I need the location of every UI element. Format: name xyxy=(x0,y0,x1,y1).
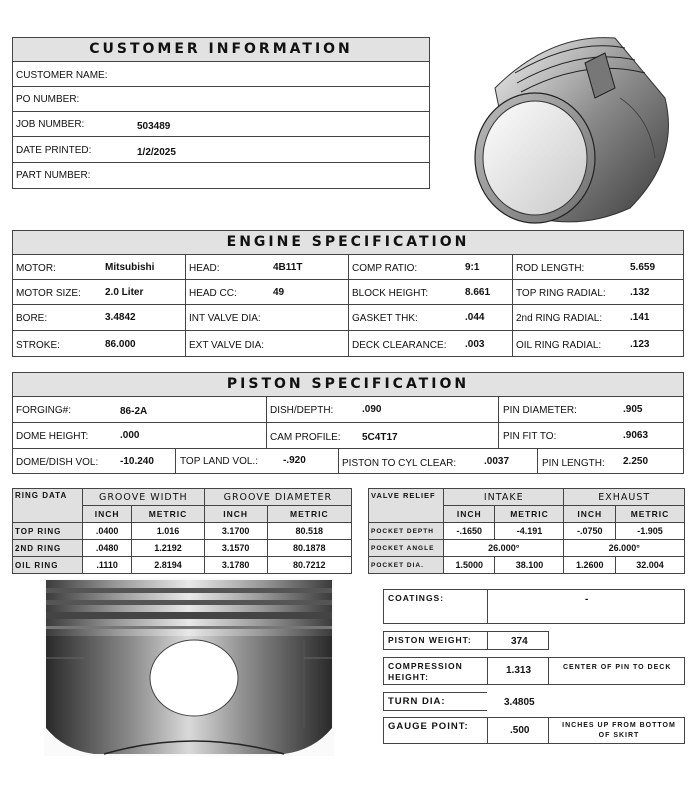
gw-metric-header: METRIC xyxy=(132,506,204,523)
pocket-angle-label: POCKET ANGLE xyxy=(369,540,444,557)
pin-fit-value: .9063 xyxy=(623,430,649,441)
pin-diameter-value: .905 xyxy=(623,404,643,415)
turn-dia-value: 3.4805 xyxy=(504,697,535,708)
engine-spec-label: OIL RING RADIAL: xyxy=(516,340,602,351)
piston-to-cyl-value: .0037 xyxy=(484,456,510,467)
pdia-int-in: 1.5000 xyxy=(444,557,495,574)
pdia-int-mm: 38.100 xyxy=(495,557,564,574)
engine-spec-label: GASKET THK: xyxy=(352,313,418,324)
ring-value: 80.7212 xyxy=(267,557,351,574)
compression-height-value-box xyxy=(487,657,549,685)
piston-weight-label: PISTON WEIGHT: xyxy=(383,631,488,650)
dome-height-value: .000 xyxy=(120,430,140,441)
ring-name: OIL RING xyxy=(13,557,83,574)
pdia-ex-in: 1.2600 xyxy=(564,557,615,574)
engine-spec-value: 9:1 xyxy=(465,262,480,273)
intake-header: INTAKE xyxy=(444,489,564,506)
pd-ex-in: -.0750 xyxy=(564,523,615,540)
part-number-label: PART NUMBER: xyxy=(16,170,91,181)
ring-value: 1.016 xyxy=(132,523,204,540)
engine-spec-value: 49 xyxy=(273,287,285,298)
compression-height-note: CENTER OF PIN TO DECK xyxy=(563,664,672,671)
pd-int-in: -.1650 xyxy=(444,523,495,540)
date-printed-label: DATE PRINTED: xyxy=(16,145,92,156)
engine-spec-label: DECK CLEARANCE: xyxy=(352,340,447,351)
valve-relief-corner: VALVE RELIEF xyxy=(369,489,444,523)
ring-value: 3.1570 xyxy=(204,540,267,557)
engine-spec-label: STROKE: xyxy=(16,340,60,351)
gauge-point-value-box xyxy=(487,717,549,744)
piston-weight-value: 374 xyxy=(511,636,528,647)
pd-ex-mm: -1.905 xyxy=(615,523,684,540)
coatings-label: COATINGS: xyxy=(383,589,488,624)
compression-height-label: COMPRESSION HEIGHT: xyxy=(383,657,488,685)
customer-name-label: CUSTOMER NAME: xyxy=(16,70,108,81)
engine-spec-value: .003 xyxy=(465,339,485,350)
dish-depth-value: .090 xyxy=(362,404,382,415)
engine-spec-value: 3.4842 xyxy=(105,312,136,323)
engine-spec-value: .132 xyxy=(630,287,650,298)
exhaust-header: EXHAUST xyxy=(564,489,685,506)
groove-width-header: GROOVE WIDTH xyxy=(83,489,205,506)
ring-value: .1110 xyxy=(83,557,132,574)
ring-value: 80.1878 xyxy=(267,540,351,557)
turn-dia-label: TURN DIA: xyxy=(383,692,488,711)
engine-spec-label: EXT VALVE DIA: xyxy=(189,340,265,351)
ring-name: 2ND RING xyxy=(13,540,83,557)
top-land-vol-value: -.920 xyxy=(283,455,306,466)
int-metric-header: METRIC xyxy=(495,506,564,523)
gauge-point-note: INCHES UP FROM BOTTOM OF SKIRT xyxy=(562,722,676,739)
ring-value: 2.8194 xyxy=(132,557,204,574)
valve-relief-table xyxy=(368,488,685,574)
engine-spec-label: MOTOR: xyxy=(16,263,56,274)
piston-to-cyl-label: PISTON TO CYL CLEAR: xyxy=(342,458,457,469)
forging-value: 86-2A xyxy=(120,406,148,417)
gauge-point-value: .500 xyxy=(510,725,530,736)
ring-value: 3.1780 xyxy=(204,557,267,574)
ex-metric-header: METRIC xyxy=(615,506,684,523)
ring-data-corner: RING DATA xyxy=(13,489,83,523)
engine-spec-value: 4B11T xyxy=(273,262,303,273)
engine-spec-label: ROD LENGTH: xyxy=(516,263,585,274)
coatings-value-box xyxy=(487,589,685,624)
po-number-label: PO NUMBER: xyxy=(16,94,80,105)
compression-height-note-box xyxy=(548,657,685,685)
piston-side-image xyxy=(44,578,334,756)
engine-spec-value: .044 xyxy=(465,312,485,323)
dome-dish-vol-label: DOME/DISH VOL: xyxy=(16,457,99,468)
gauge-point-note-box xyxy=(548,717,685,744)
ring-data-table xyxy=(12,488,352,574)
ring-value: 3.1700 xyxy=(204,523,267,540)
engine-spec-label: HEAD CC: xyxy=(189,288,237,299)
gd-inch-header: INCH xyxy=(204,506,267,523)
engine-spec-label: BORE: xyxy=(16,313,48,324)
job-number-value: 503489 xyxy=(137,121,171,132)
gauge-point-label: GAUGE POINT: xyxy=(383,717,488,744)
int-inch-header: INCH xyxy=(444,506,495,523)
pocket-depth-label: POCKET DEPTH xyxy=(369,523,444,540)
piston-spec-header: PISTON SPECIFICATION xyxy=(12,372,684,397)
customer-info-header: CUSTOMER INFORMATION xyxy=(12,37,430,62)
ring-value: .0480 xyxy=(83,540,132,557)
table-row xyxy=(13,540,352,557)
ring-value: .0400 xyxy=(83,523,132,540)
engine-spec-label: COMP RATIO: xyxy=(352,263,418,274)
cam-profile-value: 5C4T17 xyxy=(362,432,398,443)
table-row xyxy=(13,557,352,574)
engine-spec-value: Mitsubishi xyxy=(105,262,155,273)
engine-spec-value: 8.661 xyxy=(465,287,491,298)
table-row xyxy=(13,523,352,540)
piston-weight-value-box xyxy=(487,631,549,650)
pin-diameter-label: PIN DIAMETER: xyxy=(503,405,577,416)
cam-profile-label: CAM PROFILE: xyxy=(270,432,341,443)
pdia-ex-mm: 32.004 xyxy=(615,557,684,574)
engine-spec-header: ENGINE SPECIFICATION xyxy=(12,230,684,255)
date-printed-value: 1/2/2025 xyxy=(137,147,176,158)
dome-height-label: DOME HEIGHT: xyxy=(16,431,89,442)
engine-spec-label: BLOCK HEIGHT: xyxy=(352,288,429,299)
dish-depth-label: DISH/DEPTH: xyxy=(270,405,334,416)
pin-length-label: PIN LENGTH: xyxy=(542,458,605,469)
coatings-value: - xyxy=(585,594,589,605)
pin-fit-label: PIN FIT TO: xyxy=(503,431,557,442)
ring-name: TOP RING xyxy=(13,523,83,540)
ring-value: 80.518 xyxy=(267,523,351,540)
forging-label: FORGING#: xyxy=(16,405,72,416)
compression-height-value: 1.313 xyxy=(506,665,532,676)
pd-int-mm: -4.191 xyxy=(495,523,564,540)
piston-3d-image xyxy=(455,28,685,228)
engine-spec-value: 86.000 xyxy=(105,339,136,350)
engine-spec-value: .141 xyxy=(630,312,650,323)
groove-diameter-header: GROOVE DIAMETER xyxy=(204,489,351,506)
top-land-vol-label: TOP LAND VOL.: xyxy=(180,456,258,467)
dome-dish-vol-value: -10.240 xyxy=(120,456,154,467)
pin-length-value: 2.250 xyxy=(623,456,649,467)
pa-int: 26.000° xyxy=(444,540,564,557)
engine-spec-label: INT VALVE DIA: xyxy=(189,313,261,324)
engine-spec-label: 2nd RING RADIAL: xyxy=(516,313,603,324)
ring-value: 1.2192 xyxy=(132,540,204,557)
gw-inch-header: INCH xyxy=(83,506,132,523)
engine-spec-value: .123 xyxy=(630,339,650,350)
pa-ex: 26.000° xyxy=(564,540,685,557)
ex-inch-header: INCH xyxy=(564,506,615,523)
engine-spec-label: TOP RING RADIAL: xyxy=(516,288,606,299)
engine-spec-value: 2.0 Liter xyxy=(105,287,144,298)
engine-spec-label: HEAD: xyxy=(189,263,220,274)
gd-metric-header: METRIC xyxy=(267,506,351,523)
engine-spec-label: MOTOR SIZE: xyxy=(16,288,81,299)
pocket-dia-label: POCKET DIA. xyxy=(369,557,444,574)
job-number-label: JOB NUMBER: xyxy=(16,119,85,130)
turn-dia-value-box xyxy=(487,692,549,711)
engine-spec-value: 5.659 xyxy=(630,262,656,273)
